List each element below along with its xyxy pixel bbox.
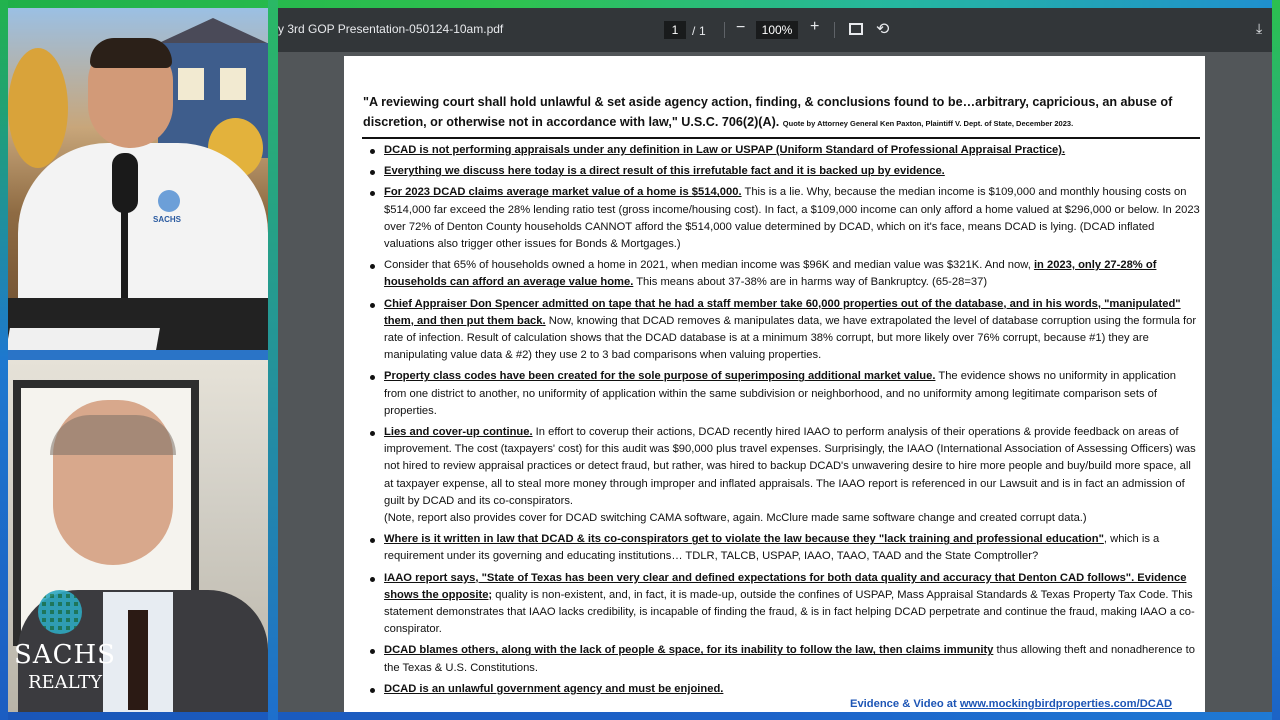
item-text: In effort to coverup their actions, DCAD recently hired IAAO to perform analysis of their operations & provide feedback on areas of improvement. The cost (taxpayers' cost) for this audit was $90,000 plus travel expenses. Surprisingly, the IAAO (International Association of Assessing Officers) was not hired to review appraisal practices or detect fraud, but rather, was hired to backup DCAD's unwavering desire to hire more people and buy/build more space, all at taxpayer expense, all to steal more money through improper and inflated appraisals. The IAAO report is referenced in our Lawsuit and is in fact an admission of guilt by DCAD and its co-conspirators. [384, 426, 1196, 507]
frame-top-border [0, 0, 1280, 8]
item-text: quality is non-existent, and, in fact, it is made-up, outside the confines of USPAP, Mass Appraisal Standards & Texas Property Tax Code. This statement demonstrates that IAAO lacks credibility, is incapable of finding the fraud, & is in fact helping DCAD perpetrate and continue the fraud, making IAAO a co-conspirator. [384, 588, 1195, 636]
evidence-footer [850, 698, 1172, 710]
fit-to-page-icon[interactable] [849, 23, 863, 35]
list-item [364, 642, 1200, 676]
brand-logo-text: SACHS [14, 640, 116, 670]
item-text: thus allowing theft and nonadherence to the Texas & U.S. Constitutions. [384, 644, 1195, 674]
pdf-toolbar [278, 8, 1272, 52]
microphone-icon [112, 153, 138, 213]
zoom-out-icon[interactable]: − [736, 19, 746, 36]
item-text: Consider that 65% of households owned a home in 2021, when median income was $96K and median value was $321K. And now, [384, 259, 1034, 272]
pdf-viewer [278, 8, 1272, 712]
item-note: (Note, report also provides cover for DCAD switching CAMA software, again. McClure made same software change and created corrupt data.) [384, 512, 1087, 525]
list-item [364, 531, 1200, 565]
list-item [364, 184, 1200, 253]
item-heading: IAAO report says, "State of Texas has been very clear and defined expectations for both data quality and accuracy that Denton CAD follows". Evidence shows the opposite; [384, 571, 1187, 601]
quote-text: "A reviewing court shall hold unlawful & set aside agency action, finding, & conclusions found to be…arbitrary, capricious, an abuse of discretion, or otherwise not in accordance with law," U.S.C. 706(2)(A). [363, 95, 1173, 129]
page-separator: / [692, 24, 696, 38]
shirt-logo-text: SACHS [153, 215, 182, 224]
background-tree [8, 48, 68, 168]
document-quote [363, 92, 1193, 134]
host-hair [90, 38, 172, 68]
brand-logo-subtext: REALTY [27, 672, 103, 693]
item-heading: DCAD is not performing appraisals under any definition in Law or USPAP (Uniform Standard of Professional Appraisal Practice). [384, 144, 1066, 156]
quote-credit: Quote by Attorney General Ken Paxton, Plaintiff V. Dept. of State, December 2023. [782, 119, 1074, 128]
footer-prefix: Evidence & Video at [850, 698, 960, 710]
item-heading: Where is it written in law that DCAD & its co-conspirators get to violate the law because they "lack training and professional education" [384, 533, 1104, 546]
item-heading: Property class codes have been created for the sole purpose of superimposing additional market value. [384, 370, 936, 383]
zoom-in-icon[interactable]: + [810, 18, 820, 35]
zoom-level-input[interactable]: 100% [756, 21, 798, 39]
toolbar-divider [834, 22, 835, 38]
host-body [18, 143, 268, 323]
header-rule [362, 137, 1200, 139]
item-heading: DCAD is an unlawful government agency and must be enjoined. [384, 682, 724, 695]
pdf-page [344, 56, 1205, 712]
list-item [364, 142, 1200, 159]
item-text: , which is a requirement under its governing and educating institutions… TDLR, TALCB, USPAP, IAAO, TAAO, TAAD and the State Comptroller? [384, 533, 1160, 563]
item-text: This is a lie. Why, because the median income is $109,000 and monthly housing costs on $514,000 far exceed the 28% lending ratio test (gross income/housing cost). In fact, a $109,000 income can only afford a home valued at $296,000 or below. In 2023 over 72% of Denton County households CANNOT afford the $514,000 value determined by DCAD, which on it's face, means DCAD is lying. (DCAD inflated valuations also trigger other issues for Bonds & Mortgages.) [384, 186, 1200, 251]
list-item [364, 424, 1200, 527]
video-separator [8, 350, 268, 360]
evidence-link[interactable]: www.mockingbirdproperties.com/DCAD [959, 698, 1173, 710]
item-heading: For 2023 DCAD claims average market value of a home is $514,000. [384, 186, 742, 199]
item-text: This means about 37-38% are in harms way of Bankruptcy. (65-28=37) [633, 276, 988, 289]
list-item [364, 681, 1200, 698]
list-item [364, 163, 1200, 180]
download-icon[interactable]: ⤓ [1256, 20, 1263, 36]
item-text: The evidence shows no uniformity in application from one district to another, no uniformity of application within the same subdivision or neighborhood, and no uniformity among legitimate comparison sets of properties. [384, 370, 1176, 417]
document-title: y 3rd GOP Presentation-050124-10am.pdf [278, 22, 504, 36]
toolbar-divider [724, 22, 725, 38]
house-window [220, 68, 246, 100]
list-item [364, 368, 1200, 420]
rotate-icon[interactable]: ⟲ [876, 21, 890, 38]
guest-tie [128, 610, 148, 710]
item-heading: in 2023, only 27-28% of households can afford an average value home. [384, 259, 1157, 289]
item-heading: DCAD blames others, along with the lack of people & space, for its inability to follow the law, then claims immunity [384, 644, 994, 657]
frame-divider [268, 0, 278, 720]
frame-bottom-border [0, 712, 1280, 720]
shirt-logo-icon [158, 190, 180, 212]
item-heading: Everything we discuss here today is a direct result of this irrefutable fact and it is backed up by evidence. [384, 165, 945, 178]
item-text: Now, knowing that DCAD removes & manipulates data, we have extrapolated the level of database corruption using the formula for rate of infection. Result of calculation shows that the DCAD database is at a minimum 38% corrupt, but more likely over 76% corrupt, because #1) they are manipulating value data & #2) they use 2 to 3 bad comparisons when valuing properties. [384, 314, 1197, 362]
item-heading: Chief Appraiser Don Spencer admitted on tape that he had a staff member take 60,000 properties out of the database, and in his words, "manipulated" them, and then put them back. [384, 297, 1181, 327]
list-item [364, 257, 1200, 291]
house-window [178, 68, 204, 100]
host-video-feed [8, 8, 268, 350]
bullet-list [364, 142, 1200, 702]
guest-hair [50, 415, 176, 455]
frame-right-border [1272, 0, 1280, 720]
page-number-input[interactable]: 1 [664, 21, 686, 39]
list-item [364, 570, 1200, 639]
frame-left-border [0, 0, 8, 720]
desk-paper [8, 328, 160, 350]
list-item [364, 296, 1200, 365]
brand-globe-icon [38, 590, 82, 634]
page-total: 1 [699, 24, 706, 38]
item-heading: Lies and cover-up continue. [384, 426, 533, 439]
